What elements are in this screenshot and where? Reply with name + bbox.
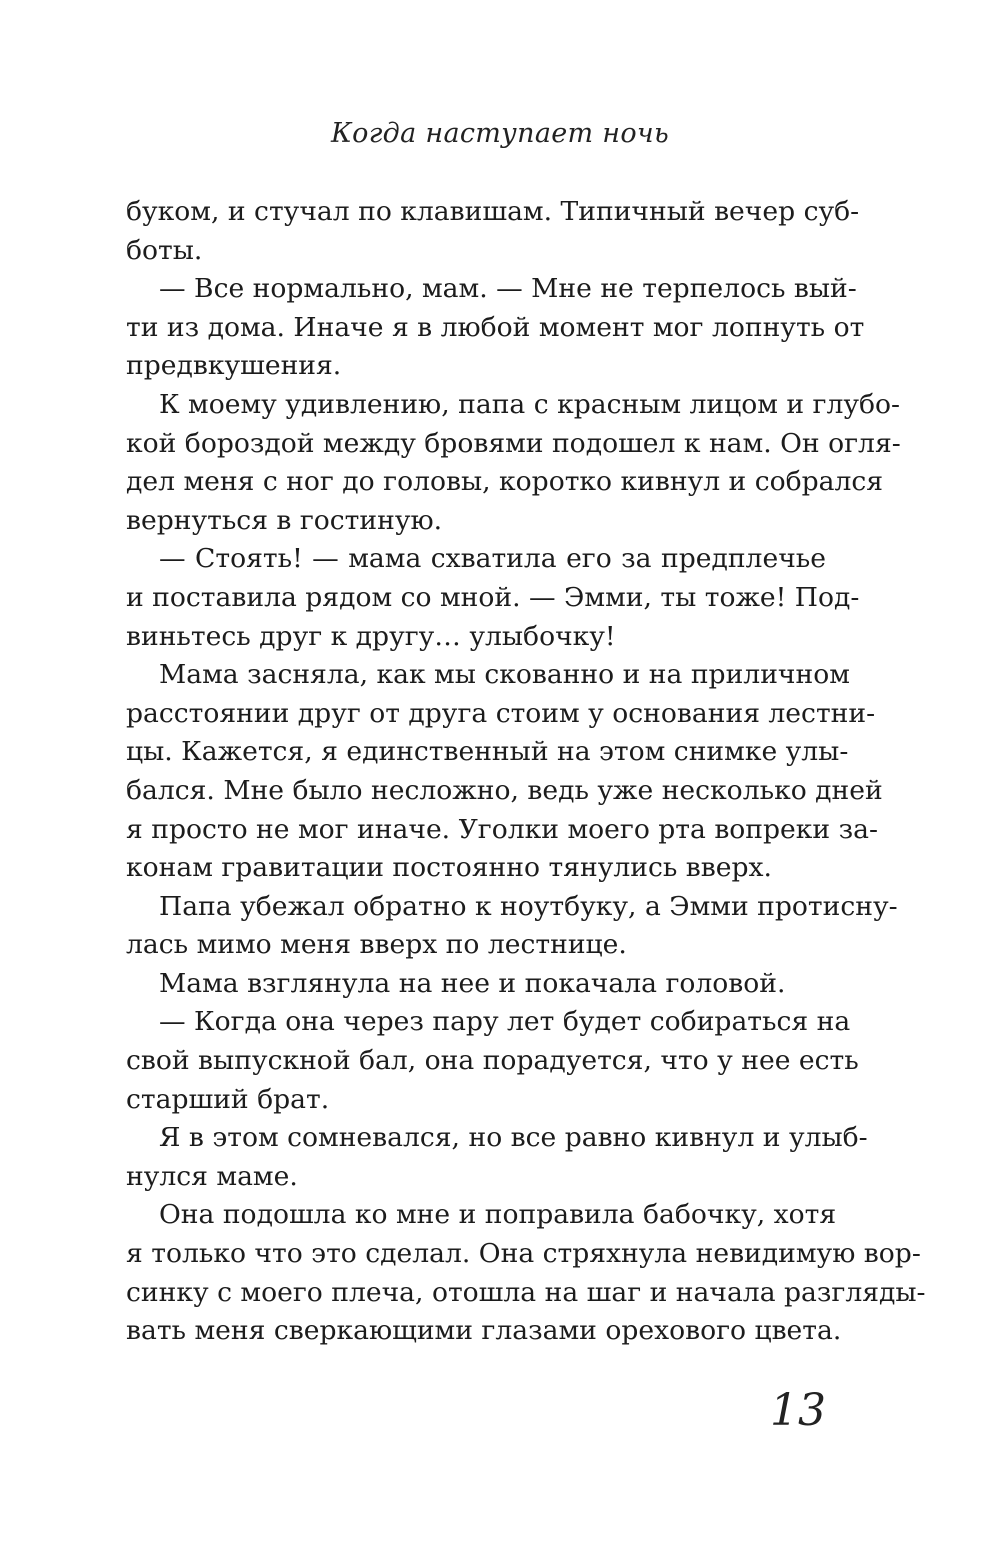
text-line: старший брат. xyxy=(126,1083,330,1115)
running-head: Когда наступает ночь xyxy=(330,118,670,149)
paragraph xyxy=(126,1003,859,1119)
text-line: Мама взглянула на нее и покачала головой. xyxy=(159,967,786,999)
text-line: дел меня с ног до головы, коротко кивнул и собрался xyxy=(126,466,884,498)
text-line: ти из дома. Иначе я в любой момент мог лопнуть от xyxy=(126,311,865,343)
body-text xyxy=(126,193,926,1351)
text-line: буком, и стучал по клавишам. Типичный вечер суб- xyxy=(126,196,860,227)
paragraph xyxy=(126,386,901,540)
text-line: конам гравитации постоянно тянулись вверх. xyxy=(126,852,772,884)
text-line: — Все нормально, мам. — Мне не терпелось вый- xyxy=(159,273,857,305)
paragraph xyxy=(126,888,898,965)
text-line: бался. Мне было несложно, ведь уже несколько дней xyxy=(126,774,883,806)
text-line: К моему удивлению, папа с красным лицом и глубо- xyxy=(159,388,901,420)
text-line: кой бороздой между бровями подошел к нам. Он огля- xyxy=(126,427,901,459)
text-line: Она подошла ко мне и поправила бабочку, хотя xyxy=(159,1199,837,1231)
text-line: виньтесь друг к другу… улыбочку! xyxy=(126,620,616,652)
text-line: я просто не мог иначе. Уголки моего рта вопреки за- xyxy=(126,813,878,845)
paragraph xyxy=(126,965,826,1004)
paragraph xyxy=(126,1119,868,1196)
text-line: нулся маме. xyxy=(126,1160,298,1192)
paragraph xyxy=(126,193,860,270)
text-line: — Стоять! — мама схватила его за предплечье xyxy=(159,543,826,575)
text-line: Мама засняла, как мы скованно и на приличном xyxy=(159,659,850,691)
text-line: расстоянии друг от друга стоим у основания лестни- xyxy=(126,697,876,729)
text-line: я только что это сделал. Она стряхнула невидимую вор- xyxy=(126,1238,921,1270)
page-number: 13 xyxy=(770,1385,826,1436)
text-line: предвкушения. xyxy=(126,350,342,382)
text-line: вернуться в гостиную. xyxy=(126,504,443,536)
paragraph xyxy=(126,270,865,386)
paragraph xyxy=(126,540,860,656)
text-line: лась мимо меня вверх по лестнице. xyxy=(126,929,627,961)
text-line: Я в этом сомневался, но все равно кивнул и улыб- xyxy=(159,1122,868,1154)
paragraph xyxy=(126,656,883,888)
text-line: и поставила рядом со мной. — Эмми, ты тоже! Под- xyxy=(126,581,860,613)
text-line: боты. xyxy=(126,234,203,266)
text-line: цы. Кажется, я единственный на этом снимке улы- xyxy=(126,736,849,768)
text-line: свой выпускной бал, она порадуется, что у нее есть xyxy=(126,1045,859,1077)
paragraph xyxy=(126,1196,926,1350)
text-line: — Когда она через пару лет будет собираться на xyxy=(159,1006,851,1038)
text-line: вать меня сверкающими глазами орехового цвета. xyxy=(126,1315,842,1347)
text-line: Папа убежал обратно к ноутбуку, а Эмми протисну- xyxy=(159,890,898,922)
text-line: синку с моего плеча, отошла на шаг и начала разгляды- xyxy=(126,1276,926,1308)
